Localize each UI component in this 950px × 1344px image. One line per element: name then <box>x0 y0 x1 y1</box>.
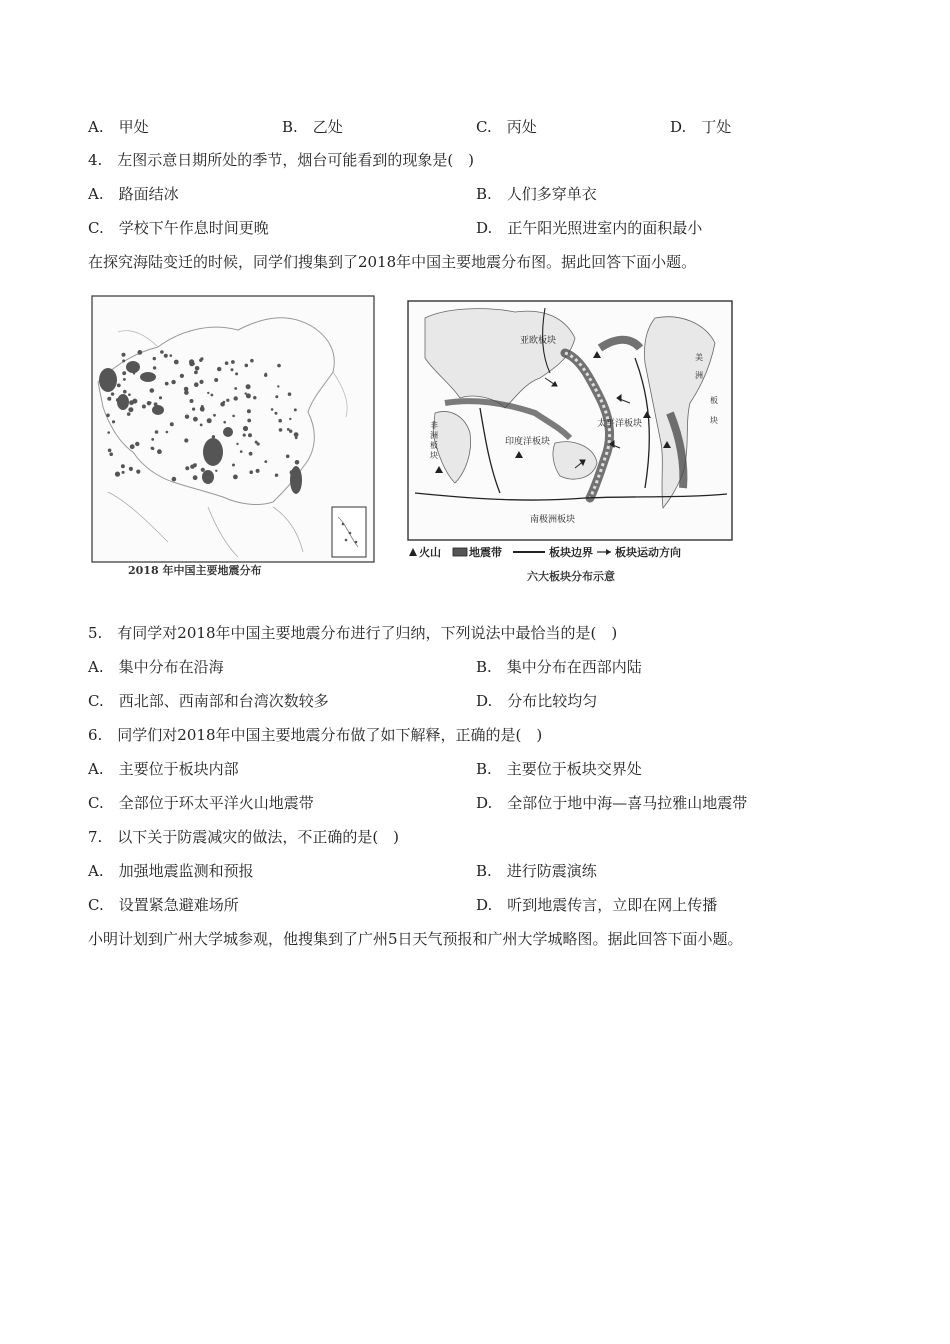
earthquake-dot <box>153 357 156 360</box>
label-american-2: 洲 <box>695 371 703 380</box>
earthquake-dot <box>129 467 133 471</box>
q7-option-b: B. 进行防震演练 <box>476 862 597 880</box>
earthquake-dot <box>185 466 189 470</box>
earthquake-dot <box>170 422 174 426</box>
earthquake-dot <box>211 394 214 397</box>
earthquake-dot <box>135 442 139 446</box>
earthquake-dot <box>256 469 260 473</box>
earthquake-dot <box>288 392 292 396</box>
earthquake-dot <box>248 433 252 437</box>
label-eurasian-plate: 亚欧板块 <box>520 336 557 346</box>
earthquake-dot <box>194 463 197 466</box>
earthquake-dot <box>246 384 251 389</box>
earthquake-dot <box>122 353 126 357</box>
q7-stem: 7. 以下关于防震减灾的做法，不正确的是( ) <box>88 828 400 846</box>
q4-option-c: C. 学校下午作息时间更晚 <box>88 219 269 237</box>
earthquake-dot <box>290 470 295 475</box>
earthquake-dot <box>245 364 249 368</box>
earthquake-dot <box>212 435 215 438</box>
q6-option-b: B. 主要位于板块交界处 <box>476 760 642 778</box>
earthquake-dot <box>240 450 243 453</box>
earthquake-dot <box>249 470 253 474</box>
earthquake-dot <box>193 417 198 422</box>
earthquake-dot <box>201 405 204 408</box>
earthquake-dot <box>245 392 247 394</box>
earthquake-dot <box>279 428 283 432</box>
q6-stem: 6. 同学们对2018年中国主要地震分布做了如下解释，正确的是( ) <box>88 726 543 744</box>
earthquake-dot <box>233 475 238 480</box>
earthquake-dot <box>287 428 290 431</box>
earthquake-dot <box>250 359 254 363</box>
earthquake-dot <box>112 420 115 423</box>
earthquake-dot <box>123 378 126 381</box>
earthquake-dot <box>153 366 156 369</box>
label-african-1: 非 <box>430 421 438 430</box>
label-african-2: 洲 <box>430 431 438 440</box>
q5-option-a: A. 集中分布在沿海 <box>88 658 224 676</box>
earthquake-dot <box>253 396 256 399</box>
earthquake-dot <box>121 464 125 468</box>
earthquake-dot <box>122 359 125 362</box>
legend-seismic-belt-label: 地震带 <box>469 546 502 559</box>
label-african-4: 块 <box>430 451 438 460</box>
earthquake-dot <box>137 350 142 355</box>
earthquake-dot <box>157 449 162 454</box>
earthquake-dot <box>117 384 121 388</box>
label-pacific-plate: 太平洋板块 <box>597 419 643 429</box>
earthquake-dot <box>115 472 120 477</box>
earthquake-dot <box>160 350 164 354</box>
earthquake-dot <box>223 401 226 404</box>
earthquake-dot <box>264 460 267 463</box>
earthquake-dot <box>194 382 199 387</box>
earthquake-dot <box>174 360 179 365</box>
earthquake-dot <box>275 474 278 477</box>
earthquake-dot <box>277 364 281 368</box>
q5-option-b: B. 集中分布在西部内陆 <box>476 658 642 676</box>
earthquake-dot <box>295 436 298 439</box>
earthquake-dot <box>278 419 282 423</box>
earthquake-dot <box>172 477 177 482</box>
earthquake-dot <box>165 382 169 386</box>
q5-stem: 5. 有同学对2018年中国主要地震分布进行了归纳，下列说法中最恰当的是( ) <box>88 624 618 642</box>
q3-option-c: C. 丙处 <box>476 118 537 136</box>
label-indian-plate: 印度洋板块 <box>505 437 551 447</box>
earthquake-dot <box>217 367 221 371</box>
six-plates-map <box>405 298 735 588</box>
earthquake-dot <box>226 399 229 402</box>
q4-option-d: D. 正午阳光照进室内的面积最小 <box>476 219 703 237</box>
earthquake-dot <box>215 470 217 472</box>
q5-option-d: D. 分布比较均匀 <box>476 692 598 710</box>
earthquake-dot <box>235 372 238 375</box>
earthquake-dot <box>199 380 203 384</box>
earthquake-dot <box>184 438 188 442</box>
earthquake-dot <box>123 390 127 394</box>
earthquake-dot <box>225 361 229 365</box>
legend-direction-label: 板块运动方向 <box>615 546 681 559</box>
earthquake-dot <box>195 366 200 371</box>
earthquake-dot <box>249 452 253 456</box>
china-map-caption: 2018 年中国主要地震分布 <box>128 564 262 577</box>
china-earthquake-map <box>88 292 378 580</box>
earthquake-dot <box>164 354 168 358</box>
earthquake-dot <box>234 396 238 400</box>
q6-option-c: C. 全部位于环太平洋火山地震带 <box>88 794 314 812</box>
earthquake-dot <box>122 471 125 474</box>
label-african-3: 板 <box>430 441 438 450</box>
q6-option-a: A. 主要位于板块内部 <box>88 760 239 778</box>
earthquake-dot <box>277 385 279 387</box>
earthquake-dot <box>193 475 198 480</box>
earthquake-dot <box>159 396 162 399</box>
label-antarctic-plate: 南极洲板块 <box>530 515 576 525</box>
plates-map-graphic <box>405 298 735 543</box>
earthquake-dot <box>275 395 278 398</box>
earthquake-dot <box>153 408 157 412</box>
earthquake-dot <box>247 409 251 413</box>
earthquake-dot <box>149 402 151 404</box>
earthquake-dot <box>134 369 137 372</box>
earthquake-dot <box>111 392 114 395</box>
earthquake-dot <box>271 408 274 411</box>
earthquake-dot <box>142 405 146 409</box>
q3-option-d: D. 丁处 <box>670 118 732 136</box>
earthquake-dot <box>194 371 198 375</box>
earthquake-dot <box>180 374 184 378</box>
earthquake-dot <box>107 397 111 401</box>
label-american-4: 块 <box>710 416 718 425</box>
plates-legend <box>405 544 735 560</box>
earthquake-dot <box>243 426 248 431</box>
intro-guangzhou: 小明计划到广州大学城参观，他搜集到了广州5日天气预报和广州大学城略图。据此回答下面小题。 <box>88 930 743 948</box>
earthquake-dot <box>128 393 131 396</box>
earthquake-dot <box>199 359 202 362</box>
earthquake-dot <box>107 431 110 434</box>
earthquake-dot <box>150 388 155 393</box>
earthquake-dot <box>166 431 169 434</box>
legend-boundary-label: 板块边界 <box>549 546 593 559</box>
earthquake-dot <box>289 418 291 420</box>
q7-option-c: C. 设置紧急避难场所 <box>88 896 239 914</box>
earthquake-dot <box>155 430 159 434</box>
q3-option-b: B. 乙处 <box>282 118 343 136</box>
china-map-graphic <box>88 292 378 580</box>
earthquake-dot <box>189 359 194 364</box>
q4-stem: 4. 左图示意日期所处的季节，烟台可能看到的现象是( ) <box>88 151 475 169</box>
earthquake-dot <box>232 415 235 418</box>
q4-option-b: B. 人们多穿单衣 <box>476 185 597 203</box>
earthquake-dot <box>214 378 218 382</box>
earthquake-dot <box>171 380 175 384</box>
earthquake-dot <box>127 412 131 416</box>
earthquake-dot <box>108 449 112 453</box>
earthquake-dot <box>231 360 235 364</box>
earthquake-dot <box>192 408 195 411</box>
earthquake-dot <box>185 415 189 419</box>
earthquake-dot <box>286 455 290 459</box>
legend-volcano-label: 火山 <box>419 546 441 559</box>
earthquake-dot <box>190 465 194 469</box>
earthquake-dot <box>264 374 267 377</box>
label-american-3: 板 <box>710 396 718 405</box>
earthquake-dot <box>295 460 300 465</box>
earthquake-dot <box>136 470 140 474</box>
earthquake-dot <box>190 399 194 403</box>
earthquake-dot <box>109 452 113 456</box>
earthquake-dot <box>213 414 216 417</box>
earthquake-dot <box>184 390 189 395</box>
earthquake-dot <box>122 371 126 375</box>
q7-option-a: A. 加强地震监测和预报 <box>88 862 254 880</box>
earthquake-dot <box>128 407 133 412</box>
q7-option-d: D. 听到地震传言，立即在网上传播 <box>476 896 718 914</box>
earthquake-dot <box>294 432 299 437</box>
earthquake-dot <box>201 468 205 472</box>
label-american-1: 美 <box>695 353 703 362</box>
earthquake-dot <box>243 434 246 437</box>
earthquake-dot <box>151 438 154 441</box>
q4-option-a: A. 路面结冰 <box>88 185 179 203</box>
earthquake-dot <box>116 398 120 402</box>
q6-option-d: D. 全部位于地中海—喜马拉雅山地震带 <box>476 794 748 812</box>
earthquake-dot <box>231 368 234 371</box>
earthquake-dot <box>236 443 238 445</box>
earthquake-dot <box>132 399 137 404</box>
earthquake-dot <box>154 402 158 406</box>
earthquake-dot <box>223 421 226 424</box>
q5-option-c: C. 西北部、西南部和台湾次数较多 <box>88 692 329 710</box>
earthquake-dot <box>200 424 203 427</box>
q3-option-a: A. 甲处 <box>88 118 149 136</box>
earthquake-dot <box>207 392 209 394</box>
earthquake-dot <box>255 441 258 444</box>
earthquake-dot <box>275 412 278 415</box>
earthquake-dot <box>170 354 173 357</box>
plates-map-caption: 六大板块分布示意 <box>527 570 615 583</box>
earthquake-dot <box>130 444 135 449</box>
earthquake-dot <box>294 408 297 411</box>
earthquake-dot <box>247 419 251 423</box>
earthquake-dot <box>106 414 110 418</box>
earthquake-dot <box>234 387 237 390</box>
intro-earthquake: 在探究海陆变迁的时候，同学们搜集到了2018年中国主要地震分布图。据此回答下面小题。 <box>88 253 697 271</box>
earthquake-dot <box>232 464 235 467</box>
earthquake-dot <box>124 397 127 400</box>
earthquake-dot <box>151 447 154 450</box>
earthquake-dot <box>207 418 212 423</box>
earthquake-dot <box>200 408 204 412</box>
